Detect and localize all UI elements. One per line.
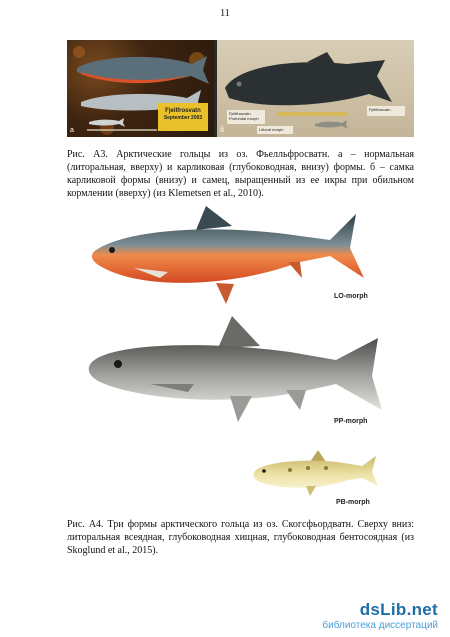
page-number: 11 — [220, 8, 230, 19]
card-line: Littoral morph — [259, 127, 284, 132]
pp-morph-label: PP-morph — [334, 418, 368, 425]
figure-a4-caption — [67, 518, 414, 557]
card-line: Profundal morph — [229, 116, 259, 121]
caption-lead: Рис. А3. — [67, 149, 108, 160]
watermark — [322, 600, 438, 631]
panel-letter-a: a — [70, 127, 74, 134]
caption-body: Арктические гольцы из оз. Фьелльфросватн. а – нормальная (литоральная, вверху) и карликовая (глубоководная, внизу) формы. б – самка карликовой формы (внизу) и самец, выращенный из ее икры при обильном кормлении (вверху) (из Klemetsen et al., 2010). — [67, 149, 415, 199]
pp-morph-fish — [89, 316, 382, 422]
panel-letter-b: б — [220, 127, 225, 134]
caption-lead: Рис. А4. — [67, 519, 104, 530]
lo-morph-label: LO-morph — [334, 293, 368, 300]
sign-line-location: Fjellfrosvatn — [165, 108, 201, 114]
pb-morph-fish — [253, 450, 378, 496]
card-line: Fjellfrosvatn — [229, 111, 251, 116]
sign-line-date: September 2003 — [163, 115, 203, 121]
card-line: Fjellfrosvatn — [369, 107, 391, 112]
watermark-subtitle: библиотека диссертаций — [322, 620, 438, 631]
caption-body: Три формы арктического гольца из оз. Скогсфьордватн. Сверху вниз: литоральная всеядная, глубоководная хищная, глубоководная бентосоядная (из Skoglund et al., 2015). — [67, 519, 414, 556]
watermark-logo: dsLib.net — [359, 600, 438, 619]
lo-morph-fish — [92, 206, 364, 304]
pb-morph-label: PB-morph — [336, 499, 370, 506]
